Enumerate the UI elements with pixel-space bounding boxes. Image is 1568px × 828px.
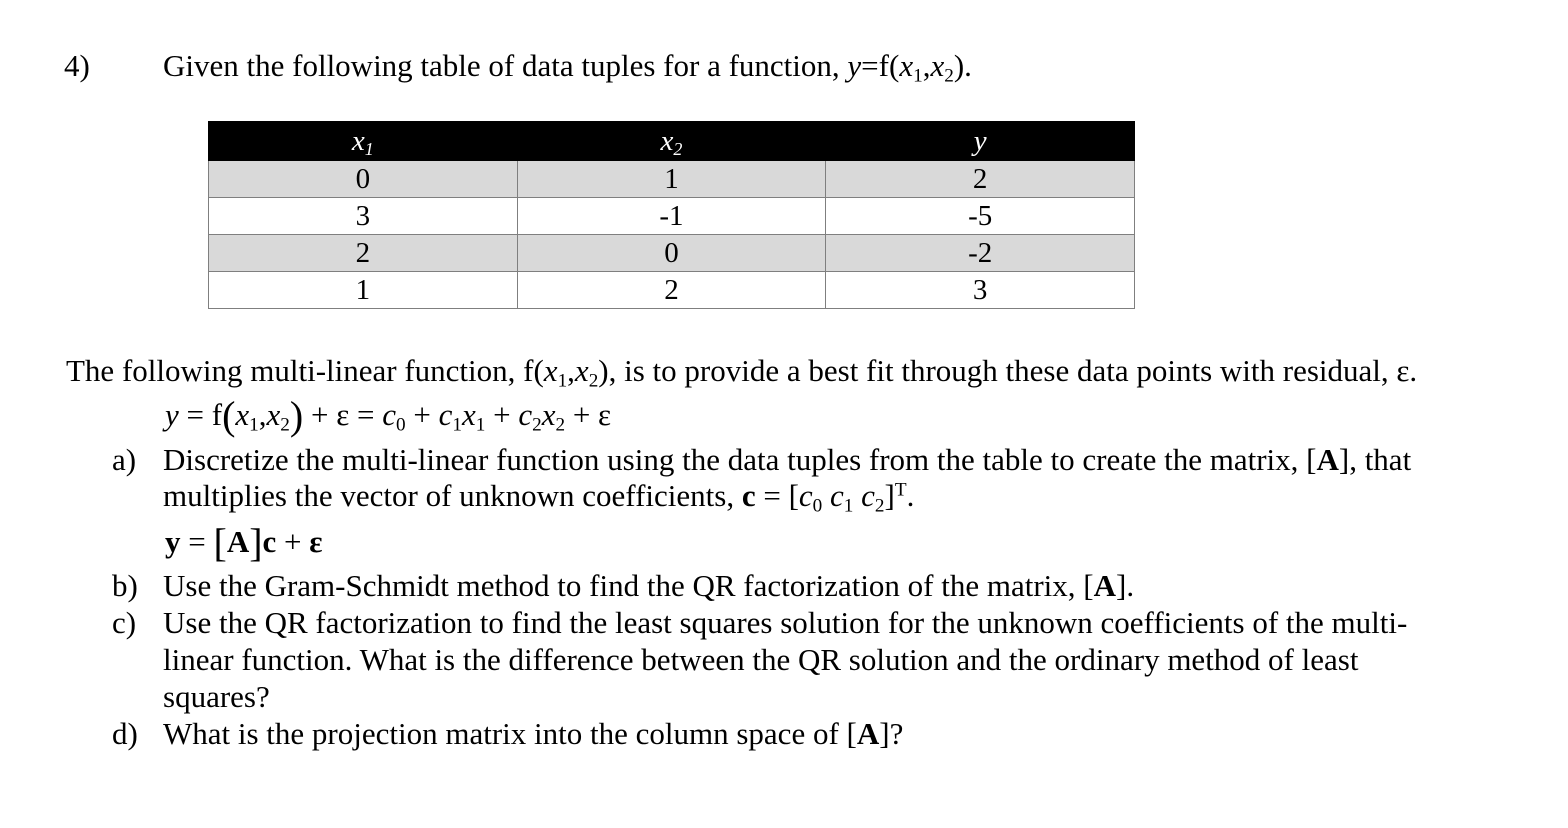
table-cell: 0 bbox=[517, 235, 826, 272]
table-cell: 3 bbox=[826, 272, 1135, 309]
table-cell: 2 bbox=[209, 235, 518, 272]
table-cell: 2 bbox=[517, 272, 826, 309]
part-a-label: a) bbox=[112, 442, 137, 477]
intro-x2: x bbox=[930, 48, 945, 83]
part-b-text: Use the Gram-Schmidt method to find the QR factorization of the matrix, [A]. bbox=[163, 568, 1135, 603]
table-row bbox=[209, 272, 1135, 309]
intro-eq: =f( bbox=[861, 48, 900, 83]
table-cell: -2 bbox=[826, 235, 1135, 272]
table-cell: 1 bbox=[209, 272, 518, 309]
table-row bbox=[209, 161, 1135, 198]
header-x2: $x_2$ bbox=[517, 122, 826, 161]
part-c-line1: Use the QR factorization to find the least squares solution for the unknown coefficients of the multi- bbox=[163, 605, 1408, 640]
part-c-line3: squares? bbox=[163, 679, 270, 714]
matrix-equation: y = [A]c + ε bbox=[165, 520, 323, 565]
part-c-line2: linear function. What is the difference between the QR solution and the ordinary method of least bbox=[163, 642, 1359, 677]
header-x1: $x_1$ bbox=[209, 122, 518, 161]
intro-sub1: 1 bbox=[913, 65, 923, 87]
table-header-row bbox=[209, 122, 1135, 161]
header-y: y bbox=[826, 122, 1135, 161]
table-cell: 3 bbox=[209, 198, 518, 235]
problem-number: 4) bbox=[64, 48, 90, 83]
part-d-label: d) bbox=[112, 716, 138, 751]
table-row bbox=[209, 235, 1135, 272]
part-c-label: c) bbox=[112, 605, 137, 640]
table-cell: -1 bbox=[517, 198, 826, 235]
table-cell: 0 bbox=[209, 161, 518, 198]
problem-intro bbox=[163, 48, 972, 87]
intro-end: ). bbox=[953, 48, 972, 83]
part-a-line2: multiplies the vector of unknown coefficients, $c = [c_0$ $c_1$ $c_2]^T$. bbox=[163, 478, 915, 517]
part-d-text: What is the projection matrix into the column space of [A]? bbox=[163, 716, 904, 751]
intro-sub2: 2 bbox=[944, 65, 954, 87]
intro-comma: , bbox=[922, 48, 931, 83]
part-a-line1: Discretize the multi-linear function using the data tuples from the table to create the matrix, [A], that bbox=[163, 442, 1412, 477]
table-cell: 1 bbox=[517, 161, 826, 198]
intro-x1: x bbox=[899, 48, 914, 83]
table-cell: 2 bbox=[826, 161, 1135, 198]
intro-text: Given the following table of data tuples for a function, bbox=[163, 48, 848, 83]
model-equation: $y = f(x_1,x_2) + \varepsilon = c_0 + c_1x_1 + c_2x_2 + \varepsilon$ bbox=[165, 393, 612, 438]
data-table bbox=[208, 121, 1135, 309]
part-b-label: b) bbox=[112, 568, 138, 603]
description: The following multi-linear function, $f(x_1,x_2)$, is to provide a best fit through these data points with residual, ε. bbox=[66, 353, 1418, 392]
table-cell: -5 bbox=[826, 198, 1135, 235]
intro-y: y bbox=[847, 48, 862, 83]
table-row bbox=[209, 198, 1135, 235]
